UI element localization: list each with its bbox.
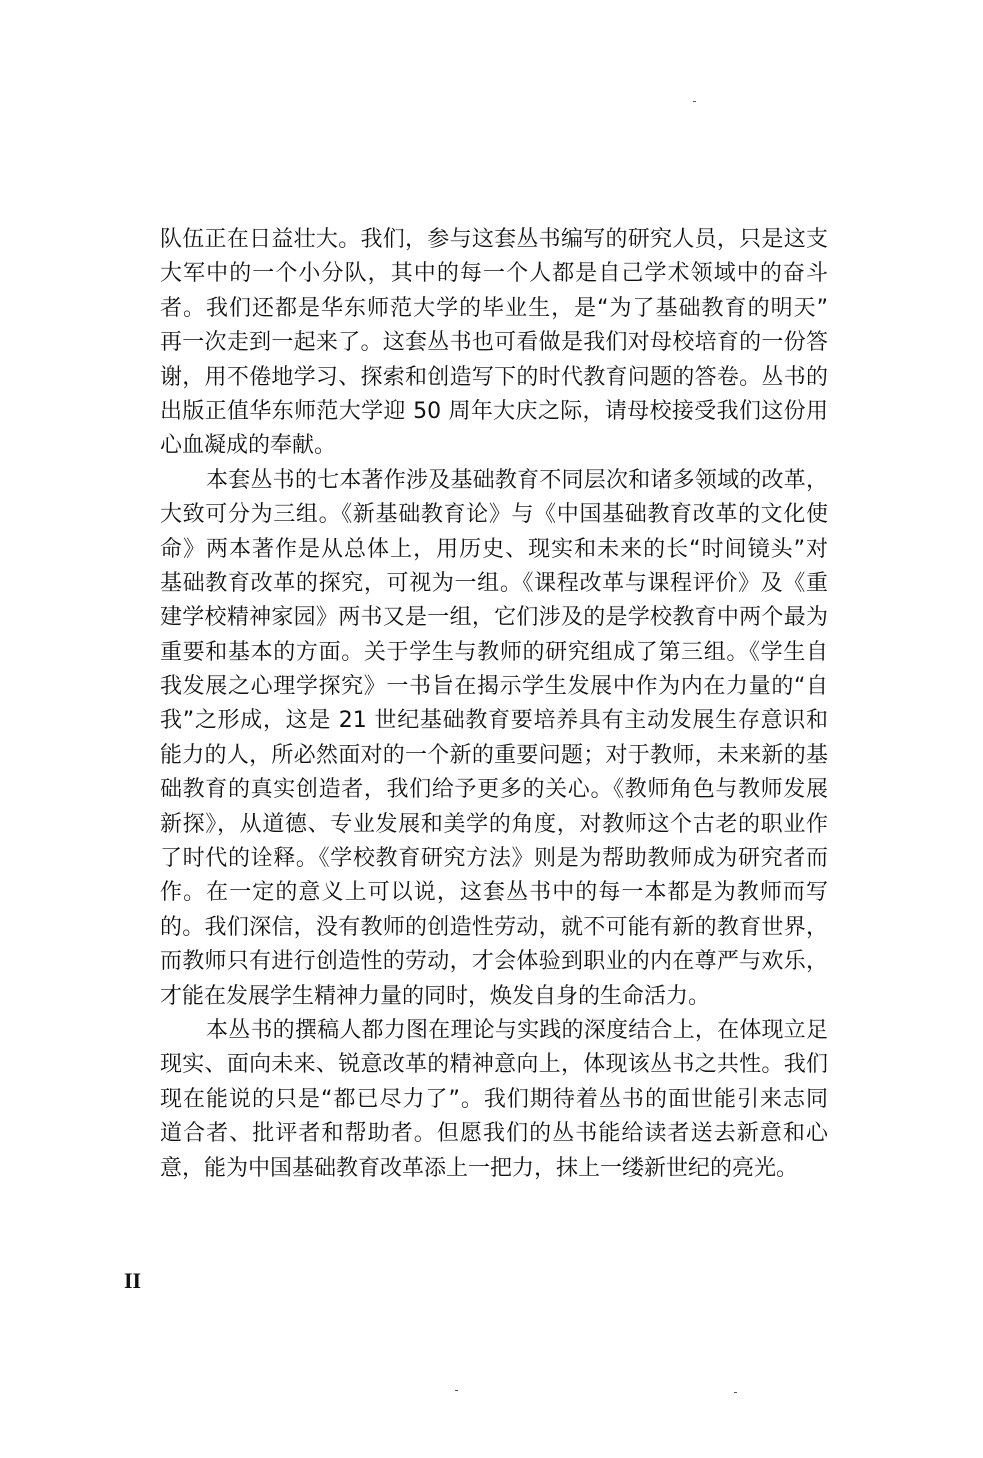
text-line: 者。我们还都是华东师范大学的毕业生，是“为了基础教育的明天”: [160, 295, 828, 321]
body-text: [160, 223, 828, 1186]
text-line: 出版正值华东师范大学迎 50 周年大庆之际，请母校接受我们这份用: [160, 398, 828, 424]
text-line: 新探》，从道德、专业发展和美学的角度，对教师这个古老的职业作: [160, 811, 828, 837]
text-line: 重要和基本的方面。关于学生与教师的研究组成了第三组。《学生自: [160, 639, 828, 665]
text-line: 作。在一定的意义上可以说，这套丛书中的每一本都是为教师而写: [160, 880, 828, 906]
text-line: 道合者、批评者和帮助者。但愿我们的丛书能给读者送去新意和心: [160, 1121, 828, 1147]
text-line: 了时代的诠释。《学校教育研究方法》则是为帮助教师成为研究者而: [160, 846, 828, 872]
text-line: 队伍正在日益壮大。我们，参与这套丛书编写的研究人员，只是这支: [160, 227, 828, 252]
text-line: 建学校精神家园》两书又是一组，它们涉及的是学校教育中两个最为: [160, 605, 828, 631]
text-line: 我”之形成，这是 21 世纪基础教育要培养具有主动发展生存意识和: [160, 708, 828, 734]
text-line: 现在能说的只是“都已尽力了”。我们期待着丛书的面世能引来志同: [160, 1086, 828, 1112]
text-line: 础教育的真实创造者，我们给予更多的关心。《教师角色与教师发展: [160, 777, 828, 803]
text-line: 现实、面向未来、锐意改革的精神意向上，体现该丛书之共性。我们: [160, 1052, 828, 1078]
text-line: 本丛书的撰稿人都力图在理论与实践的深度结合上，在体现立足: [206, 1017, 828, 1043]
text-line: 命》两本著作是从总体上，用历史、现实和未来的长“时间镜头”对: [160, 536, 828, 562]
scan-speck: [455, 1390, 458, 1391]
text-line: 才能在发展学生精神力量的同时，焕发自身的生命活力。: [160, 983, 711, 1009]
text-line: 大致可分为三组。《新基础教育论》与《中国基础教育改革的文化使: [160, 502, 828, 528]
text-line: 意，能为中国基础教育改革添上一把力，抹上一缕新世纪的亮光。: [160, 1155, 799, 1181]
text-line: 心血凝成的奉献。: [160, 433, 337, 459]
text-line: 能力的人，所必然面对的一个新的重要问题；对于教师，未来新的基: [160, 742, 828, 768]
page-number: II: [124, 1268, 142, 1293]
text-line: 基础教育改革的探究，可视为一组。《课程改革与课程评价》及《重: [160, 570, 828, 596]
text-line: 本套丛书的七本著作涉及基础教育不同层次和诸多领域的改革，: [206, 467, 828, 493]
scan-speck: [693, 101, 696, 102]
text-line: 我发展之心理学探究》一书旨在揭示学生发展中作为内在力量的“自: [160, 674, 828, 700]
text-line: 再一次走到一起来了。这套丛书也可看做是我们对母校培育的一份答: [160, 330, 828, 356]
text-line: 谢，用不倦地学习、探索和创造写下的时代教育问题的答卷。丛书的: [160, 364, 828, 390]
text-line: 而教师只有进行创造性的劳动，才会体验到职业的内在尊严与欢乐，: [160, 949, 828, 975]
text-line: 的。我们深信，没有教师的创造性劳动，就不可能有新的教育世界，: [160, 914, 828, 940]
text-line: 大军中的一个小分队，其中的每一个人都是自己学术领域中的奋斗: [160, 261, 828, 287]
scan-speck: [734, 1392, 737, 1393]
